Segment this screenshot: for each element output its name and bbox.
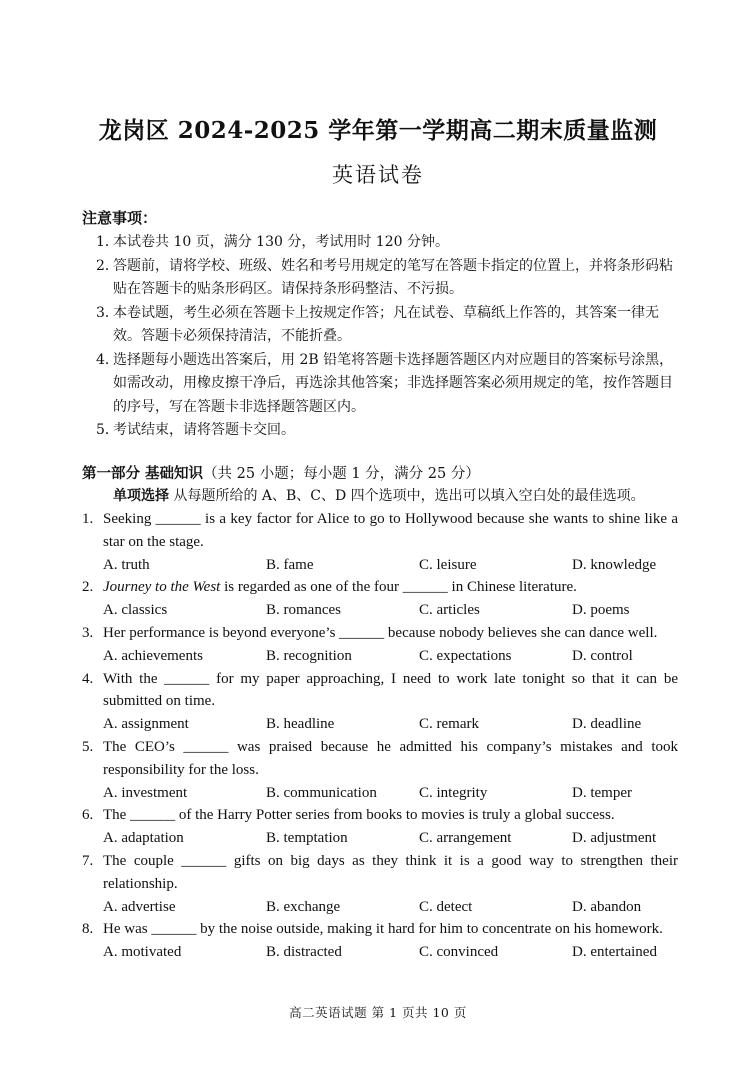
- option-d: D. poems: [572, 602, 630, 619]
- notice-item-text: 考试结束，请将答题卡交回。: [113, 422, 295, 438]
- section-info: （共 25 小题；每小题 1 分，满分 25 分）: [203, 466, 480, 482]
- option-c: C. detect: [419, 898, 473, 915]
- option-row: [103, 827, 678, 850]
- question: [82, 804, 678, 850]
- question-stem: He was ______ by the noise outside, making it hard for him to concentrate on his homework.: [103, 921, 663, 938]
- section-heading: [82, 462, 480, 483]
- option-row: [103, 941, 678, 964]
- question-number: 7.: [82, 852, 94, 869]
- option-c: C. convinced: [419, 944, 499, 961]
- option-b: B. fame: [266, 556, 314, 573]
- option-d: D. temper: [572, 784, 632, 801]
- option-b: B. communication: [266, 784, 377, 801]
- option-b: B. headline: [266, 716, 335, 733]
- question: [82, 668, 678, 736]
- question-number: 8.: [82, 921, 94, 938]
- notice-item-number: 1．: [96, 234, 119, 250]
- section-instruction: [82, 485, 682, 505]
- option-c: C. integrity: [419, 784, 488, 801]
- question-list: [82, 508, 678, 964]
- page-subtitle: 英语试卷: [332, 163, 424, 187]
- notice-item: [82, 302, 682, 349]
- notice-item: [82, 349, 682, 420]
- option-b: B. exchange: [266, 898, 341, 915]
- instruction-text: 从每题所给的 A、B、C、D 四个选项中，选出可以填入空白处的最佳选项。: [169, 488, 645, 504]
- option-d: D. knowledge: [572, 556, 657, 573]
- option-b: B. recognition: [266, 647, 352, 664]
- notice-item: [82, 255, 682, 302]
- option-a: A. truth: [103, 556, 150, 573]
- notice-item-number: 3．: [96, 304, 119, 321]
- option-a: A. advertise: [103, 898, 176, 915]
- question: [82, 622, 678, 668]
- option-b: B. romances: [266, 602, 341, 619]
- page-title: 龙岗区 2024-2025 学年第一学期高二期末质量监测: [98, 117, 658, 144]
- option-a: A. investment: [103, 784, 188, 801]
- option-a: A. motivated: [103, 944, 182, 961]
- question: [82, 576, 678, 622]
- section-name: 第一部分 基础知识: [82, 465, 204, 482]
- notice-item-number: 4．: [96, 351, 119, 368]
- notice-item-text: 本试卷共 10 页，满分 130 分，考试用时 120 分钟。: [113, 234, 449, 250]
- notice-item-number: 5．: [96, 422, 119, 438]
- option-a: A. achievements: [103, 647, 203, 664]
- option-b: B. temptation: [266, 830, 348, 847]
- question-stem: The couple ______ gifts on big days as they think it is a good way to strengthen their relationship.: [103, 852, 678, 892]
- option-a: A. classics: [103, 602, 168, 619]
- instruction-label: 单项选择: [113, 488, 169, 504]
- question-stem: With the ______ for my paper approaching, I need to work late tonight so that it can be submitted on time.: [103, 670, 678, 710]
- question-stem: Her performance is beyond everyone’s ______ because nobody believes she can dance well.: [103, 624, 658, 641]
- question-stem-text: is regarded as one of the four ______ in Chinese literature.: [220, 579, 577, 596]
- option-a: A. adaptation: [103, 830, 184, 847]
- option-c: C. arrangement: [419, 830, 512, 847]
- option-d: D. abandon: [572, 898, 642, 915]
- book-title: Journey to the West: [103, 579, 221, 596]
- option-row: [103, 599, 678, 622]
- question-number: 1.: [82, 511, 94, 527]
- question: [82, 850, 678, 918]
- notice-item: [82, 231, 682, 255]
- option-row: [103, 554, 678, 577]
- question-number: 5.: [82, 738, 94, 755]
- notice-item-number: 2．: [96, 257, 119, 274]
- page-footer: 高二英语试题 第 1 页共 10 页: [289, 1005, 467, 1020]
- option-c: C. expectations: [419, 647, 512, 664]
- notice-item: [82, 419, 682, 443]
- notice-item-text: 答题前，请将学校、班级、姓名和考号用规定的笔写在答题卡指定的位置上，并将条形码粘贴在答题卡的贴条形码区。请保持条形码整洁、不污损。: [113, 257, 673, 297]
- option-d: D. control: [572, 647, 633, 664]
- question-stem: The CEO’s ______ was praised because he admitted his company’s mistakes and took responsibility for the loss.: [103, 738, 678, 778]
- option-row: [103, 645, 678, 668]
- option-a: A. assignment: [103, 716, 189, 733]
- notice-item-text: 本卷试题，考生必须在答题卡上按规定作答；凡在试卷、草稿纸上作答的，其答案一律无效。答题卡必须保持清洁，不能折叠。: [113, 304, 659, 344]
- option-row: [103, 782, 678, 805]
- option-d: D. deadline: [572, 716, 642, 733]
- question: [82, 508, 678, 576]
- question-number: 3.: [82, 624, 94, 641]
- option-row: [103, 713, 678, 736]
- notice-list: [82, 231, 682, 443]
- question: [82, 736, 678, 804]
- question-number: 2.: [82, 579, 94, 596]
- question-stem: The ______ of the Harry Potter series from books to movies is truly a global success.: [103, 807, 615, 824]
- option-d: D. adjustment: [572, 830, 657, 847]
- option-d: D. entertained: [572, 944, 657, 961]
- question-stem: Seeking ______ is a key factor for Alice to go to Hollywood because she wants to shine like a star on the stage.: [103, 511, 678, 550]
- option-c: C. articles: [419, 602, 480, 619]
- question-number: 6.: [82, 807, 94, 824]
- option-row: [103, 896, 678, 919]
- option-c: C. leisure: [419, 556, 477, 573]
- option-b: B. distracted: [266, 944, 342, 961]
- notice-heading: 注意事项：: [82, 209, 158, 227]
- notice-item-text: 选择题每小题选出答案后，用 2B 铅笔将答题卡选择题答题区内对应题目的答案标号涂黑，如需改动，用橡皮擦干净后，再选涂其他答案；非选择题答案必须用规定的笔，按作答题目的序号，写在答题卡非选择题答题区内。: [113, 351, 674, 415]
- question-number: 4.: [82, 670, 94, 687]
- option-c: C. remark: [419, 716, 479, 733]
- question-stem: [103, 576, 678, 599]
- question: [82, 918, 678, 964]
